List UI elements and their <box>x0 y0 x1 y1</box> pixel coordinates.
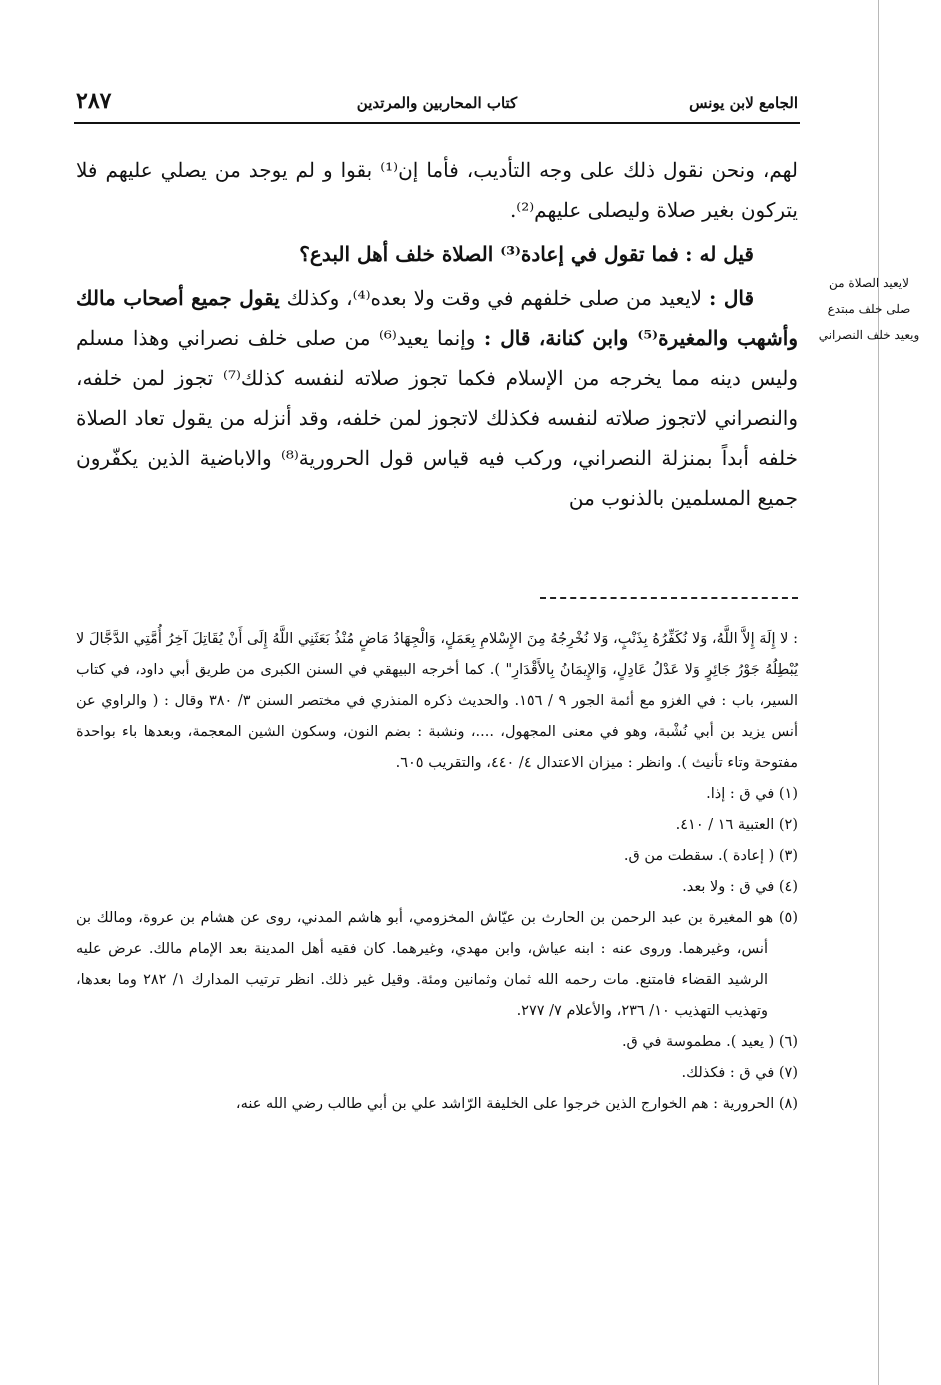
footnote-item: (٦) ( يعيد ). مطموسة في ق. <box>621 1034 798 1050</box>
paragraph-label: قيل له : <box>685 242 754 266</box>
footnote-list <box>76 779 798 1120</box>
footnote-item: (٥) هو المغيرة بن عبد الرحمن بن الحارث بن عيّاش المخزومي، أبو هاشم المدني، روى عن هشام بن عروة، ومالك بن أنس، وغيرهما. وروى عنه : ابنه عياش، وابن مهدي، وغيرهما. كان فقيه أهل المدينة بعد الإمام مالك. عرض عليه الرشيد القضاء فامتنع. مات رحمه الله ثمان وثمانين ومئة. وقيل غير ذلك. انظر ترتيب المدارك ١/ ٢٨٢ وما بعدها، وتهذيب التهذيب ١٠/ ٢٣٦، والأعلام ٧/ ٢٧٧. <box>76 910 798 1019</box>
margin-note-line: لايعيد الصلاة من <box>829 276 909 290</box>
footnote-continuation: : لا إِلَهَ إِلاَّ اللَّهُ، وَلا نُكَفِّرُهُ بِذَنْبٍ، وَلا نُخْرِجُهُ مِنَ الإِسْلامِ بِعَمَلٍ، وَالْجِهَادُ مَاضٍ مُنْذُ بَعَثَنِي اللَّهُ إِلَى أَنْ يُقَاتِلَ آخِرُ أُمَّتِي الدَّجَّالَ لا يُبْطِلُهُ جَوْرُ جَائِرٍ وَلا عَدْلُ عَادِلٍ، وَالإِيمَانُ بِالأَقْدَارِ" ). كما أخرجه البيهقي في السنن الكبرى من طريق أبي داود، في كتاب السير، باب : في الغزو مع أئمة الجور ٩ / ١٥٦. والحديث ذكره المنذري في مختصر السنن ٣/ ٣٨٠ وقال : ( والراوي عن أنس يزيد بن أبي نُشْبة، وهو في معنى المجهول، ....، ونشبة : بضم النون، وسكون الشين المعجمة، وبعدها باء بواحدة مفتوحة وتاء تأنيث ). وانظر : ميزان الاعتدال ٤/ ٤٤٠، والتقريب ٦٠٥. <box>76 631 798 771</box>
paragraph-label: قال : <box>708 286 754 310</box>
footnote-item: (٢) العتبية ١٦ / ٤١٠. <box>675 817 798 833</box>
margin-note-line: ويعيد خلف النصراني <box>818 328 920 342</box>
paragraph-bold-text: يقول جميع أصحاب مالك وأشهب والمغيرة⁽⁵⁾ وابن كنانة، <box>76 286 798 350</box>
paragraph <box>76 234 798 274</box>
footnote-item: (٨) الحرورية : هم الخوارج الذين خرجوا على الخليفة الرّاشد علي بن أبي طالب رضي الله عنه، <box>235 1096 798 1112</box>
footnotes <box>76 624 798 1120</box>
footnote-item: (١) في ق : إذا. <box>706 786 798 802</box>
header-rule <box>74 122 800 124</box>
paragraph-label: قال : <box>483 326 531 350</box>
chapter-title: كتاب المحاربين والمرتدين <box>356 94 518 112</box>
footnote-item: (٤) في ق : ولا بعد. <box>682 879 798 895</box>
page-number: ٢٨٧ <box>76 88 112 114</box>
paragraph <box>76 278 798 518</box>
running-header <box>76 88 798 118</box>
footnote-separator <box>540 597 798 599</box>
margin-note-line: صلى خلف مبتدع <box>827 302 911 316</box>
main-text <box>76 150 798 518</box>
paragraph-text: لايعيد من صلى خلفهم في وقت ولا بعده⁽⁴⁾، وكذلك <box>286 286 703 310</box>
paragraph-text: فما تقول في إعادة⁽³⁾ الصلاة خلف أهل البدع؟ <box>299 242 679 266</box>
paragraph: لهم، ونحن نقول ذلك على وجه التأديب، فأما إن⁽¹⁾ بقوا و لم يوجد من يصلي عليهم فلا يتركون بغير صلاة وليصلى عليهم⁽²⁾. <box>76 158 798 222</box>
margin-note <box>808 270 930 348</box>
footnote-item: (٣) ( إعادة ). سقطت من ق. <box>623 848 798 864</box>
margin-rule <box>878 0 879 1385</box>
paragraph-text: وإنما يعيد⁽⁶⁾ من صلى خلف نصراني وهذا مسلم وليس دينه مما يخرجه من الإسلام فكما تجوز صلاته لنفسه كذلك⁽⁷⁾ تجوز لمن خلفه، والنصراني لاتجوز صلاته لنفسه فكذلك لاتجوز لمن خلفه، وقد أنزله من يقول تعاد الصلاة خلفه أبداً بمنزلة النصراني، وركب فيه قياس قول الحرورية⁽⁸⁾ والاباضية الذين يكفّرون جميع المسلمين بالذنوب من <box>76 326 798 510</box>
footnote-item: (٧) في ق : فكذلك. <box>681 1065 798 1081</box>
book-title: الجامع لابن يونس <box>689 94 798 112</box>
